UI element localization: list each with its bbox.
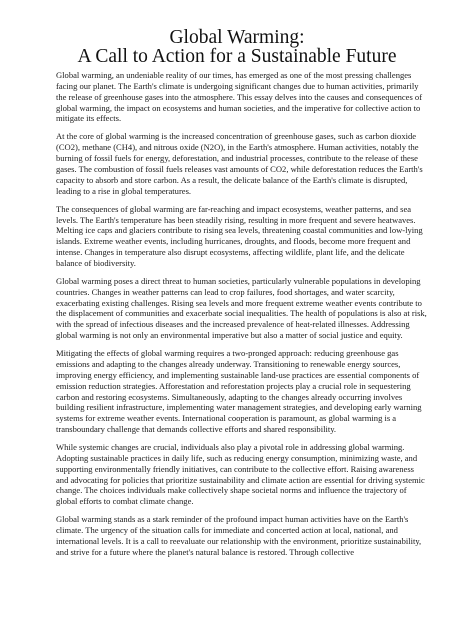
paragraph-5: Mitigating the effects of global warming requires a two-pronged approach: reducing greenhouse gas emissions and adapting to the changes already underway. Transitioning to renewable energy sources, improving energy efficiency, and implementing sustainable land-use practices are essential components of emission reduction strategies. Afforestation and reforestation projects play a crucial role in sequestering carbon and restoring ecosystems. Simultaneously, adapting to the changes already occurring involves building resilient infrastructure, implementing water management strategies, and developing early warning systems for extreme weather events. International cooperation is paramount, as global warming is a transboundary challenge that demands collective efforts and shared responsibility. [56, 348, 422, 435]
document-body [56, 70, 428, 558]
paragraph-6: While systemic changes are crucial, individuals also play a pivotal role in addressing global warming. Adopting sustainable practices in daily life, such as reducing energy consumption, minimizing waste, and supporting environmentally friendly initiatives, can contribute to the collective effort. Raising awareness and advocating for policies that prioritize sustainability and climate action are essential for driving systemic change. The choices individuals make collectively shape societal norms and influence the trajectory of global efforts to combat climate change. [56, 442, 425, 507]
document-title [0, 28, 474, 66]
title-line-1: Global Warming: [169, 27, 305, 48]
paragraph-3: The consequences of global warming are far-reaching and impact ecosystems, weather patterns, and sea levels. The Earth's temperature has been steadily rising, resulting in more frequent and severe heatwaves. Melting ice caps and glaciers contribute to rising sea levels, threatening coastal communities and low-lying islands. Extreme weather events, including hurricanes, droughts, and floods, become more frequent and intense. Changes in temperature also disrupt ecosystems, affecting wildlife, plant life, and the delicate balance of biodiversity. [56, 203, 423, 268]
paragraph-7: Global warming stands as a stark reminder of the profound impact human activities have on the Earth's climate. The urgency of the situation calls for immediate and concerted action at local, national, and international levels. It is a call to reevaluate our relationship with the environment, prioritize sustainability, and strive for a future where the planet's natural balance is restored. Through collective [56, 514, 422, 557]
paragraph-4: Global warming poses a direct threat to human societies, particularly vulnerable populations in developing countries. Changes in weather patterns can lead to crop failures, food shortages, and water scarcity, exacerbating existing challenges. Rising sea levels and more frequent extreme weather events contribute to the displacement of communities and exacerbate social inequalities. The health of populations is also at risk, with the spread of infectious diseases and the increased prevalence of heat-related illnesses. Addressing global warming is not only an environmental imperative but also a matter of social justice and equity. [56, 275, 427, 341]
paragraph-2: At the core of global warming is the increased concentration of greenhouse gases, such as carbon dioxide (CO2), methane (CH4), and nitrous oxide (N2O), in the Earth's atmosphere. Human activities, notably the burning of fossil fuels for energy, deforestation, and industrial processes, contribute to the release of these gases. The combustion of fossil fuels releases vast amounts of CO2, while deforestation reduces the Earth's capacity to absorb and store carbon. As a result, the delicate balance of the Earth's climate is disrupted, leading to a rise in global temperatures. [56, 131, 423, 196]
paragraph-1: Global warming, an undeniable reality of our times, has emerged as one of the most pressing challenges facing our planet. The Earth's climate is undergoing significant changes due to human activities, primarily the release of greenhouse gases into the atmosphere. This essay delves into the causes and consequences of global warming, the impact on ecosystems and human societies, and the imperative for collective action to mitigate its effects. [56, 70, 423, 124]
title-line-2: A Call to Action for a Sustainable Future [77, 46, 397, 67]
